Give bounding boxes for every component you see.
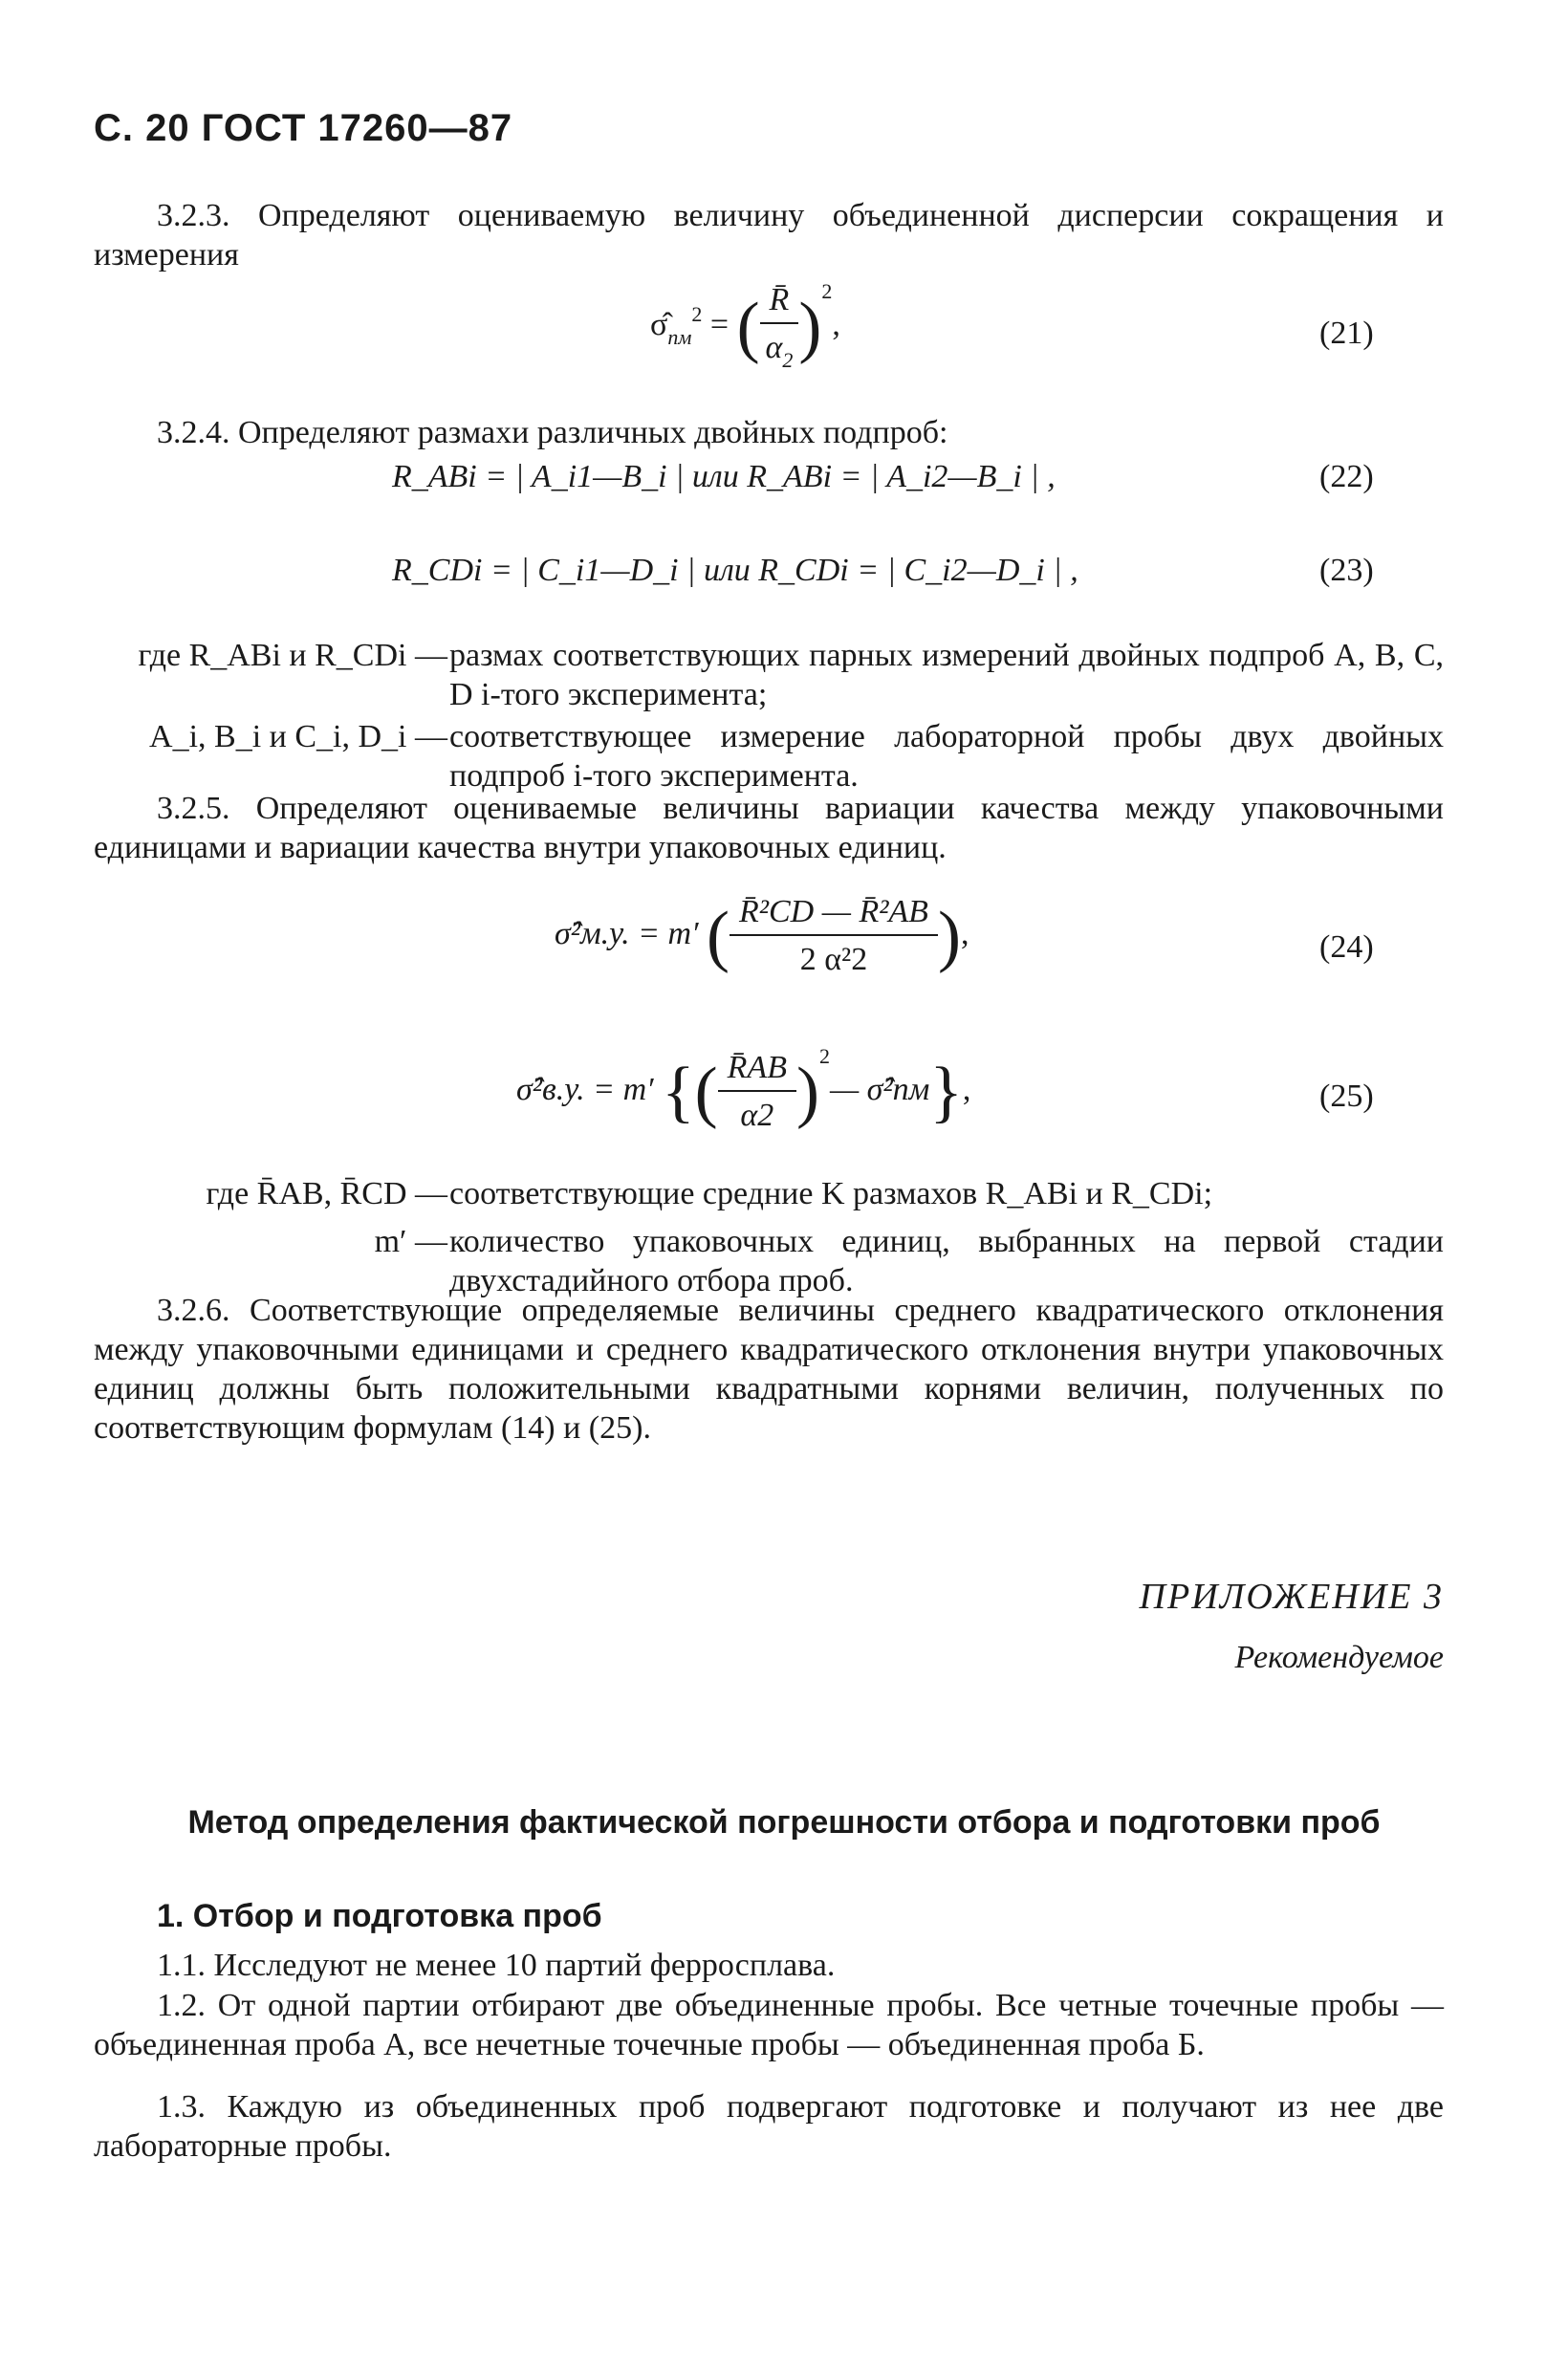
where-lead-3: где R̄AB, R̄CD — xyxy=(206,1176,447,1211)
appendix-title: ПРИЛОЖЕНИЕ 3 xyxy=(1139,1577,1444,1617)
equation-25: σ̂²в.у. = m′ {( $\frac{R̄AB}{\alpha 2}$ )$^2$— σ̂²пм}, xyxy=(516,1044,971,1134)
equation-22-label: (22) xyxy=(1319,459,1374,494)
equation-22: R_ABi = | A_i1—B_i | или R_ABi = | A_i2—B_i | , xyxy=(392,459,1056,494)
where-text-1: размах соответствующих парных измерений двойных подпроб A, B, C, D i-того эксперимента; xyxy=(449,638,1444,712)
section-1-heading: 1. Отбор и подготовка проб xyxy=(157,1898,602,1934)
where-text-2: соответствующее измерение лабораторной пробы двух двойных подпроб i-того эксперимента. xyxy=(449,719,1444,794)
page-header: С. 20 ГОСТ 17260—87 xyxy=(94,107,513,149)
eq24-lhs: σ̂²м.у. = m′ xyxy=(555,915,699,951)
equation-23-label: (23) xyxy=(1319,553,1374,588)
equation-25-label: (25) xyxy=(1319,1079,1374,1114)
paragraph-1-1: 1.1. Исследуют не менее 10 партий ферросплава. xyxy=(157,1948,836,1983)
where-text-3: соответствующие средние K размахов R_ABi и R_CDi; xyxy=(449,1176,1213,1211)
where-lead-1: где R_ABi и R_CDi — xyxy=(138,638,447,673)
where-text-4: количество упаковочных единиц, выбранных на первой стадии двухстадийного отбора проб. xyxy=(449,1224,1444,1298)
appendix-subtitle: Рекомендуемое xyxy=(1234,1640,1444,1675)
paragraph-3-2-5: 3.2.5. Определяют оцениваемые величины вариации качества между упаковочными единицами и вариации качества внутри упаковочных единиц. xyxy=(94,791,1444,865)
paragraph-3-2-6: 3.2.6. Соответствующие определяемые величины среднего квадратического отклонения между упаковочными единицами и среднего квадратического отклонения внутри упаковочных единиц должны быть положительными квадратными корнями величин, полученных по соответствующим формулам (14) и (25). xyxy=(94,1293,1444,1446)
paragraph-3-2-3: 3.2.3. Определяют оцениваемую величину объединенной дисперсии сокращения и измерения xyxy=(94,198,1444,272)
equation-24: σ̂²м.у. = m′ ( $\frac{\text{R̄²CD — R̄²AB}}{\text{2 α²2}}$ ), xyxy=(555,894,969,977)
eq25-lhs: σ̂²в.у. = m′ xyxy=(516,1072,654,1107)
paragraph-1-2: 1.2. От одной партии отбирают две объединенные пробы. Все четные точечные пробы — объединенная проба А, все нечетные точечные пробы — объединенная проба Б. xyxy=(94,1988,1444,2062)
where-lead-4: m′ — xyxy=(374,1224,447,1259)
where-lead-2: A_i, B_i и C_i, D_i — xyxy=(149,719,447,754)
equation-23: R_CDi = | C_i1—D_i | или R_CDi = | C_i2—D_i | , xyxy=(392,553,1078,588)
equation-21: $\sigmâ_{пм}^2$ = ( $\frac{R̄}{\alpha_2}$ )$^2$, xyxy=(650,279,840,372)
eq21-lhs: $\sigmâ_{пм}^2$ xyxy=(650,302,703,349)
paragraph-1-3: 1.3. Каждую из объединенных проб подвергают подготовке и получают из нее две лабораторные пробы. xyxy=(94,2089,1444,2164)
equation-21-label: (21) xyxy=(1319,316,1374,351)
paragraph-3-2-4: 3.2.4. Определяют размахи различных двойных подпроб: xyxy=(157,415,948,450)
equation-24-label: (24) xyxy=(1319,929,1374,965)
appendix-heading: Метод определения фактической погрешности отбора и подготовки проб xyxy=(187,1804,1381,1841)
